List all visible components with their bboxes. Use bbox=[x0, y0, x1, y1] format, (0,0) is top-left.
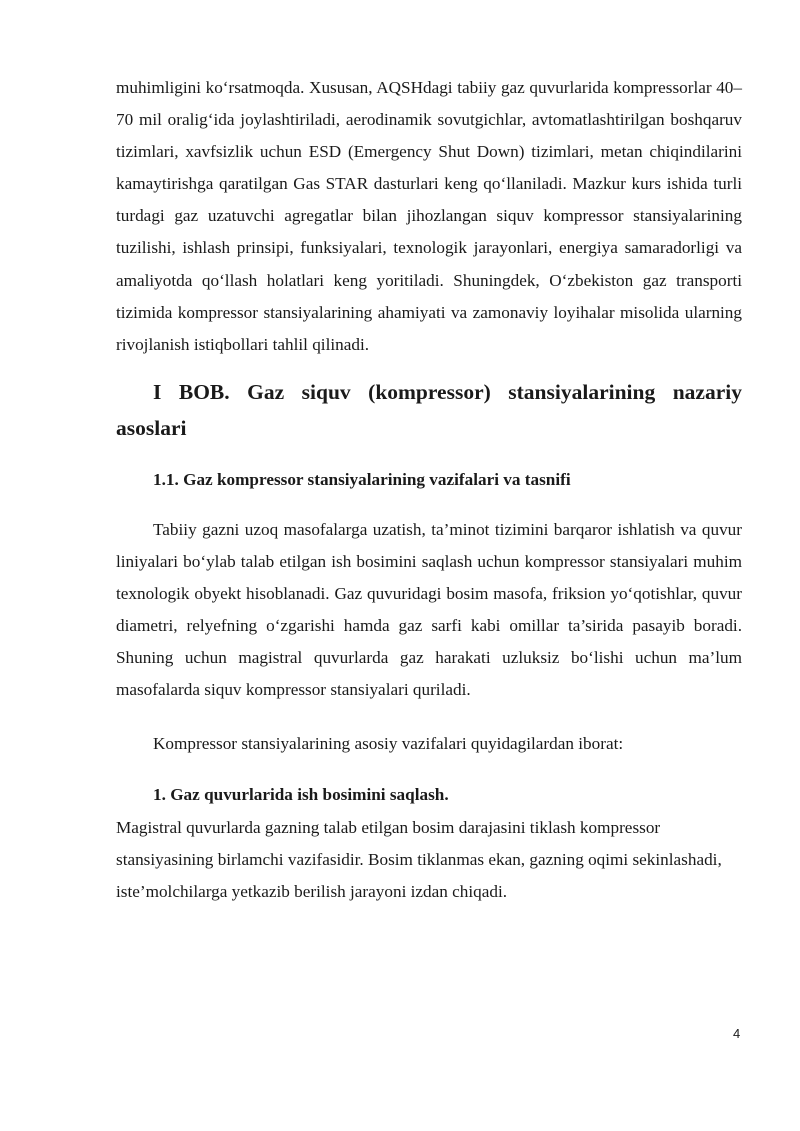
intro-paragraph: muhimligini ko‘rsatmoqda. Xususan, AQSHdagi tabiiy gaz quvurlarida kompressorlar 40–70 mil oralig‘ida joylashtiriladi, aerodinamik sovutgichlar, avtomatlashtirilgan boshqaruv tizimlari, xavfsizlik uchun ESD (Emergency Shut Down) tizimlari, metan chiqindilarini kamaytirishga qaratilgan Gas STAR dasturlari keng qo‘llaniladi. Mazkur kurs ishida turli turdagi gaz uzatuvchi agregatlar bilan jihozlangan siquv kompressor stansiyalarining tuzilishi, ishlash prinsipi, funksiyalari, texnologik jarayonlari, energiya samaradorligi va amaliyotda qo‘llash holatlari keng yoritiladi. Shuningdek, O‘zbekiston gaz transporti tizimida kompressor stansiyalarining ahamiyati va zamonaviy loyihalar misolida ularning rivojlanish istiqbollari tahlil qilinadi. bbox=[116, 78, 742, 354]
item-1-text: Magistral quvurlarda gazning talab etilgan bosim darajasini tiklash kompressor stansiyasining birlamchi vazifasidir. Bosim tiklanmas ekan, gazning oqimi sekinlashadi, iste’molchilarga yetkazib berilish jarayoni izdan chiqadi. bbox=[116, 817, 722, 901]
paragraph-1: Tabiiy gazni uzoq masofalarga uzatish, ta’minot tizimini barqaror ishlatish va quvur liniyalari bo‘ylab talab etilgan ish bosimini saqlash uchun kompressor stansiyalari muhim texnologik obyekt hisoblanadi. Gaz quvuridagi bosim masofa, friksion yo‘qotishlar, quvur diametri, relyefning o‘zgarishi hamda gaz sarfi kabi omillar ta’sirida pasayib boradi. Shuning uchun magistral quvurlarda gaz harakati uzluksiz bo‘lishi uchun ma’lum masofalarda siquv kompressor stansiyalari quriladi. bbox=[116, 519, 742, 700]
page-number: 4 bbox=[733, 1026, 741, 1041]
document-page bbox=[116, 72, 742, 908]
section-heading: 1.1. Gaz kompressor stansiyalarining vazifalari va tasnifi bbox=[153, 469, 571, 489]
chapter-heading: I BOB. Gaz siquv (kompressor) stansiyalarining nazariy asoslari bbox=[116, 379, 742, 440]
item-1-heading: 1. Gaz quvurlarida ish bosimini saqlash. bbox=[153, 784, 449, 804]
paragraph-2: Kompressor stansiyalarining asosiy vazifalari quyidagilardan iborat: bbox=[153, 734, 624, 754]
